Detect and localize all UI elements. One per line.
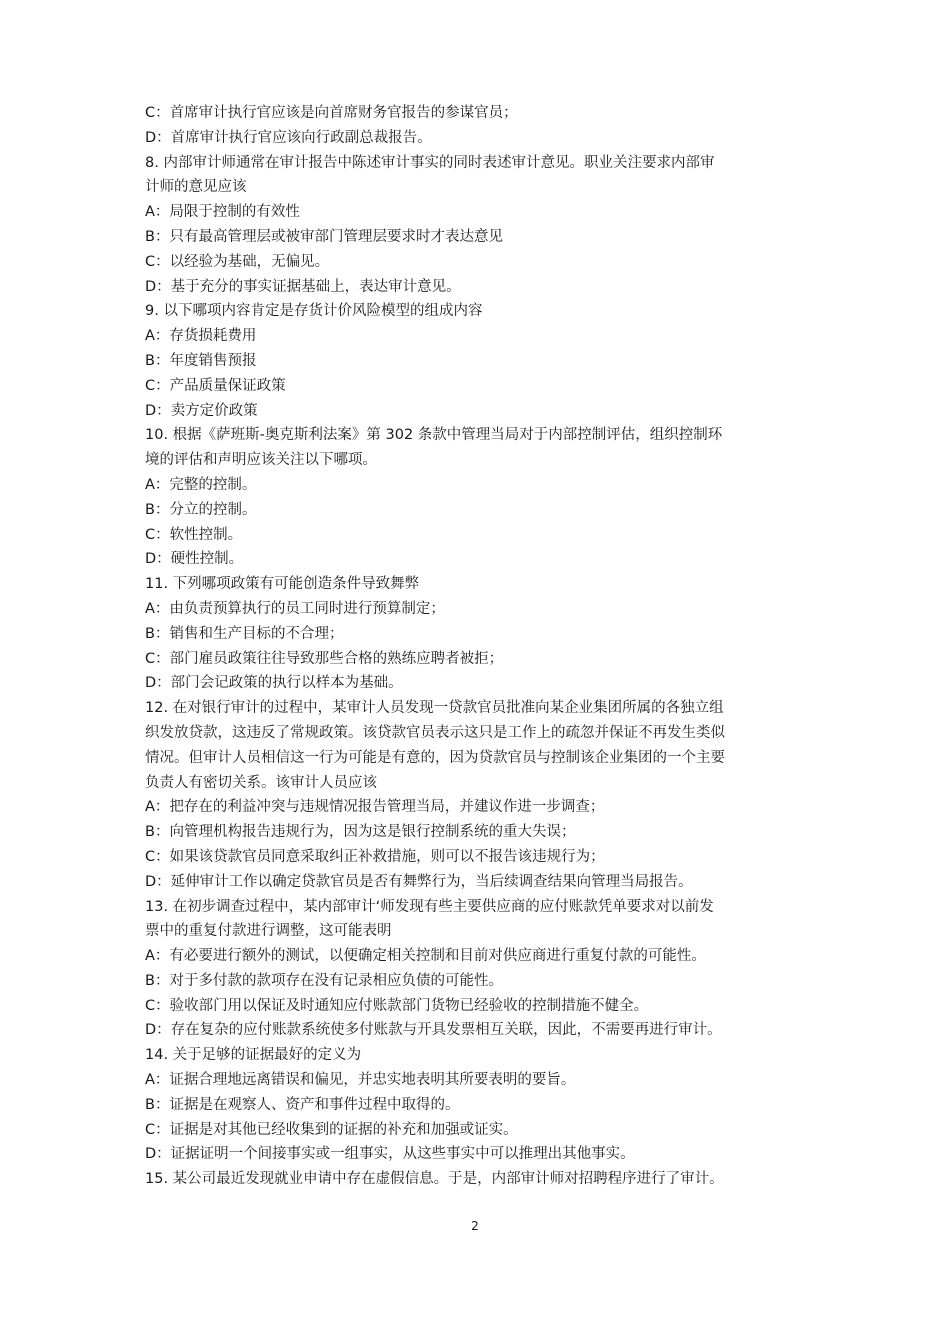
text-line: B：分立的控制。	[145, 501, 257, 518]
text-line: C：部门雇员政策往往导致那些合格的熟练应聘者被拒；	[145, 650, 504, 667]
text-line: D：卖方定价政策	[145, 402, 258, 419]
text-line: A：由负责预算执行的员工同时进行预算制定；	[145, 600, 445, 617]
text-line: A：证据合理地远离错误和偏见，并忠实地表明其所要表明的要旨。	[145, 1072, 576, 1089]
text-line: 计师的意见应该	[145, 179, 247, 196]
text-line: C：如果该贷款官员同意采取纠正补救措施，则可以不报告该违规行为；	[145, 848, 605, 865]
text-line: B：向管理机构报告违规行为，因为这是银行控制系统的重大失误；	[145, 824, 576, 841]
text-line: B：销售和生产目标的不合理；	[145, 625, 344, 642]
text-line: 15. 某公司最近发现就业申请中存在虚假信息。于是，内部审计师对招聘程序进行了审计。	[145, 1171, 724, 1188]
text-line: B：证据是在观察人、资产和事件过程中取得的。	[145, 1096, 460, 1113]
text-line: C：验收部门用以保证及时通知应付账款部门货物已经验收的控制措施不健全。	[145, 997, 649, 1014]
text-line: C：产品质量保证政策	[145, 377, 286, 394]
text-line: 9. 以下哪项内容肯定是存货计价风险模型的组成内容	[145, 303, 483, 320]
text-line: A：局限于控制的有效性	[145, 204, 300, 221]
text-line: B：只有最高管理层或被审部门管理层要求时才表达意见	[145, 228, 503, 245]
text-line: A：完整的控制。	[145, 476, 257, 493]
text-line: A：有必要进行额外的测试，以便确定相关控制和目前对供应商进行重复付款的可能性。	[145, 948, 706, 965]
text-line: 织发放贷款，这违反了常规政策。该贷款官员表示这只是工作上的疏忽并保证不再发生类似	[145, 724, 725, 741]
text-line: 负责人有密切关系。该审计人员应该	[145, 774, 377, 791]
text-line: A：把存在的利益冲突与违规情况报告管理当局，并建议作进一步调查；	[145, 799, 605, 816]
text-line: 票中的重复付款进行调整，这可能表明	[145, 923, 392, 940]
text-line: C：以经验为基础，无偏见。	[145, 253, 330, 270]
text-line: D：延伸审计工作以确定贷款官员是否有舞弊行为，当后续调查结果向管理当局报告。	[145, 873, 693, 890]
text-line: D：硬性控制。	[145, 551, 244, 568]
text-line: A：存货损耗费用	[145, 328, 257, 345]
text-line: 11. 下列哪项政策有可能创造条件导致舞弊	[145, 576, 420, 593]
text-line: 8. 内部审计师通常在审计报告中陈述审计事实的同时表述审计意见。职业关注要求内部审	[145, 154, 715, 171]
text-line: B：年度销售预报	[145, 352, 257, 369]
text-line: C：首席审计执行官应该是向首席财务官报告的参谋官员；	[145, 105, 518, 121]
text-line: 境的评估和声明应该关注以下哪项。	[145, 452, 377, 469]
text-line: 12. 在对银行审计的过程中，某审计人员发现一贷款官员批准向某企业集团所属的各独立组	[145, 700, 724, 717]
text-line: 14. 关于足够的证据最好的定义为	[145, 1047, 362, 1064]
page-body-text	[145, 101, 813, 1192]
text-line: B：对于多付款的款项存在没有记录相应负债的可能性。	[145, 972, 503, 989]
text-line: D：基于充分的事实证据基础上，表达审计意见。	[145, 278, 461, 295]
text-line: 10. 根据《萨班斯-奥克斯利法案》第 302 条款中管理当局对于内部控制评估，组织控制环	[145, 427, 723, 444]
text-line: D：证据证明一个间接事实或一组事实，从这些事实中可以推理出其他事实。	[145, 1146, 635, 1163]
text-line: 情况。但审计人员相信这一行为可能是有意的，因为贷款官员与控制该企业集团的一个主要	[145, 749, 725, 766]
text-line: 13. 在初步调查过程中，某内部审计‘师发现有些主要供应商的应付账款凭单要求对以前发	[145, 898, 714, 915]
text-line: D：首席审计执行官应该向行政副总裁报告。	[145, 129, 432, 146]
text-line: C：软性控制。	[145, 526, 243, 543]
text-line: D：部门会记政策的执行以样本为基础。	[145, 675, 403, 692]
text-line: D：存在复杂的应付账款系统使多付账款与开具发票相互关联，因此，不需要再进行审计。	[145, 1022, 722, 1039]
text-line: C：证据是对其他已经收集到的证据的补充和加强或证实。	[145, 1121, 518, 1138]
page-number: 2	[471, 1219, 479, 1233]
